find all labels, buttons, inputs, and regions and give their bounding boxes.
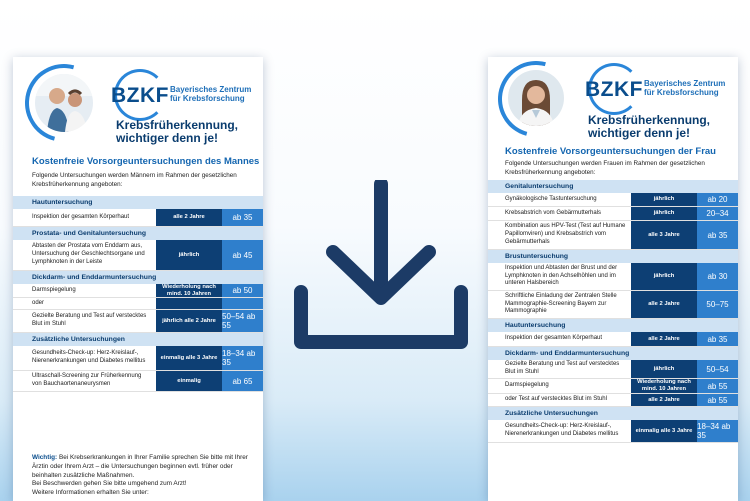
male-flyer <box>13 57 263 501</box>
section-header: Genitaluntersuchung <box>488 180 738 193</box>
table-row: Abtasten der Prostata vom Enddarm aus, Untersuchung der Geschlechtsorgane und Lymphknoten in der Leiste jährlich ab 45 <box>13 240 263 271</box>
exam-table <box>488 180 738 443</box>
female-flyer <box>488 57 738 501</box>
section-header: Zusätzliche Untersuchungen <box>13 333 263 346</box>
flyer-title: Kostenfreie Vorsorgeuntersuchungen des Mannes <box>32 156 260 167</box>
table-row: Inspektion der gesamten Körperhaut alle 2 Jahre ab 35 <box>13 209 263 227</box>
table-row: oder Test auf verstecktes Blut im Stuhl alle 2 Jahre ab 55 <box>488 394 738 407</box>
flyer-intro: Folgende Untersuchungen werden Männern im Rahmen der gesetzlichen Krebsfrüherkennung angeboten: <box>32 172 237 188</box>
table-row: Gesundheits-Check-up: Herz-Kreislauf-, Nierenerkrankungen und Diabetes mellitus einmalig alle 3 Jahre 18–34 ab 35 <box>488 420 738 443</box>
bzkf-logo: BZKF Bayerisches Zentrum für Krebsforschung <box>588 63 725 115</box>
download-icon[interactable] <box>293 180 469 350</box>
table-row: Gezielte Beratung und Test auf verstecktes Blut im Stuhl jährlich alle 2 Jahre 50–54 ab 55 <box>13 310 263 333</box>
bzkf-logo: BZKF Bayerisches Zentrum für Krebsforschung <box>114 69 251 121</box>
section-header: Prostata- und Genitaluntersuchung <box>13 227 263 240</box>
male-photo <box>35 74 93 132</box>
flyer-intro: Folgende Untersuchungen werden Frauen im Rahmen der gesetzlichen Krebsfrüherkennung angeboten: <box>505 160 705 176</box>
table-row: Gesundheits-Check-up: Herz-Kreislauf-, Nierenerkrankungen und Diabetes mellitus einmalig alle 3 Jahre 18–34 ab 35 <box>13 346 263 371</box>
table-row: oder <box>13 298 263 310</box>
table-row: Inspektion der gesamten Körperhaut alle 2 Jahre ab 35 <box>488 332 738 347</box>
slogan: Krebsfrüherkennung, wichtiger denn je! <box>588 113 711 141</box>
table-row: Krebsabstrich vom Gebärmutterhals jährlich 20–34 <box>488 207 738 221</box>
table-row: Darmspiegelung Wiederholung nach mind. 10 Jahren ab 55 <box>488 379 738 394</box>
table-row: Ultraschall-Screening zur Früherkennung von Bauchaortenaneurysmen einmalig ab 65 <box>13 371 263 392</box>
table-row: Kombination aus HPV-Test (Test auf Humane Papillomviren) und Krebsabstrich vom Gebärmutterhals alle 3 Jahre ab 35 <box>488 221 738 250</box>
section-header: Hautuntersuchung <box>488 319 738 332</box>
table-row: Gezielte Beratung und Test auf verstecktes Blut im Stuhl jährlich 50–54 <box>488 360 738 379</box>
table-row: Schriftliche Einladung der Zentralen Stelle Mammographie-Screening Bayern zur Mammographie alle 2 Jahre 50–75 <box>488 291 738 319</box>
slogan: Krebsfrüherkennung, wichtiger denn je! <box>116 118 239 146</box>
exam-table <box>13 196 263 392</box>
section-header: Dickdarm- und Enddarmuntersuchung <box>488 347 738 360</box>
table-row: Darmspiegelung Wiederholung nach mind. 10 Jahren ab 50 <box>13 284 263 298</box>
table-row: Gynäkologische Tastuntersuchung jährlich ab 20 <box>488 193 738 207</box>
table-row: Inspektion und Abtasten der Brust und der Lymphknoten in den Achselhöhlen und im unteren Halsbereich jährlich ab 30 <box>488 263 738 291</box>
section-header: Hautuntersuchung <box>13 196 263 209</box>
section-header: Zusätzliche Untersuchungen <box>488 407 738 420</box>
flyer-title: Kostenfreie Vorsorgeuntersuchungen der Frau <box>505 146 716 157</box>
female-photo <box>508 70 564 126</box>
section-header: Dickdarm- und Enddarmuntersuchung <box>13 271 263 284</box>
important-note: Wichtig: Bei Krebserkrankungen in Ihrer Familie sprechen Sie bitte mit Ihrer Ärztin oder Ihrem Arzt – die Untersuchungen beginnen evtl. früher oder beinhalten zusätzliche Maßnahmen. Bei Beschwerden gehen Sie bitte umgehend zum Arzt! Weitere Informationen erhalten Sie unter: <box>32 454 248 497</box>
section-header: Brustuntersuchung <box>488 250 738 263</box>
